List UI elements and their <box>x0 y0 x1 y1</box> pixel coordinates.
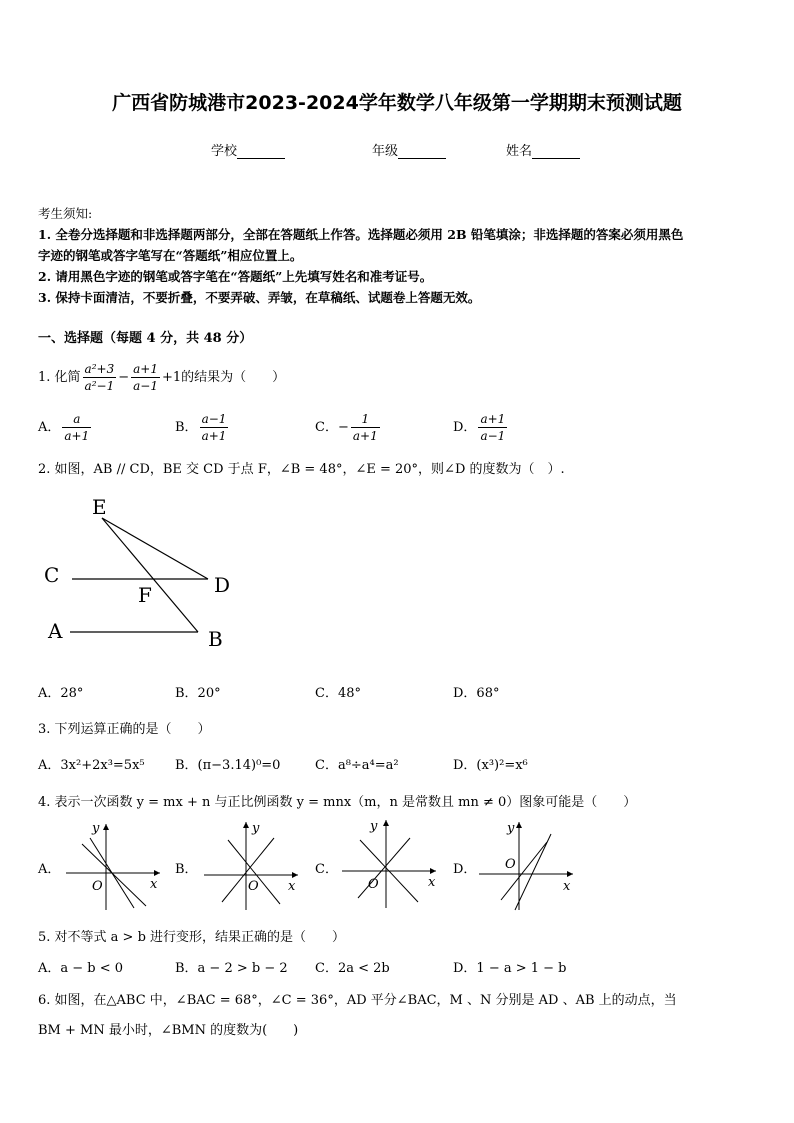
note-2: 2. 请用黑色字迹的钢笔或答字笔在“答题纸”上先填写姓名和准考证号。 <box>38 269 433 284</box>
svg-text:x: x <box>428 875 436 890</box>
label-B: B <box>208 627 223 651</box>
q2-option-a[interactable]: A．28° <box>38 686 84 701</box>
note-1b: 字迹的钢笔或答字笔写在“答题纸”相应位置上。 <box>38 248 303 263</box>
q1-option-c[interactable]: C．− $\frac{1}{a+1}$ <box>315 412 378 443</box>
grade-blank <box>398 146 446 159</box>
name-blank <box>532 146 580 159</box>
svg-text:O: O <box>92 879 103 894</box>
q3-option-d[interactable]: D．(x³)²=x⁶ <box>453 758 528 773</box>
q1-option-b[interactable]: B． $\frac{a-1}{a+1}$ <box>175 412 227 443</box>
q1-option-a[interactable]: A． $\frac{a}{a+1}$ <box>38 412 90 443</box>
q5-option-b[interactable]: B．a − 2 > b − 2 <box>175 961 288 976</box>
q1-option-d[interactable]: D． $\frac{a+1}{a-1}$ <box>453 412 506 443</box>
q2-option-c[interactable]: C．48° <box>315 686 361 701</box>
svg-text:O: O <box>368 877 379 892</box>
q4-option-a-label[interactable]: A． <box>38 862 61 877</box>
q2-figure <box>40 492 240 656</box>
q4-option-b-label[interactable]: B． <box>175 862 198 877</box>
q5-option-c[interactable]: C．2a < 2b <box>315 961 390 976</box>
note-3: 3. 保持卡面清洁，不要折叠，不要弄破、弄皱，在草稿纸、试题卷上答题无效。 <box>38 290 481 305</box>
q3-option-a[interactable]: A．3x²+2x³=5x⁵ <box>38 758 145 773</box>
svg-text:O: O <box>248 879 259 894</box>
name-label: 姓名 <box>506 144 533 159</box>
q1-suffix: +1的结果为（ ） <box>161 370 286 385</box>
svg-text:y: y <box>92 821 100 836</box>
svg-text:O: O <box>505 857 516 872</box>
question-3: 3. 下列运算正确的是（ ） <box>38 722 211 737</box>
label-A: A <box>48 619 63 643</box>
q2-option-d[interactable]: D．68° <box>453 686 500 701</box>
q1-fraction-1: $\frac{\text{a²+3}}{\text{a²−1}}$ <box>84 362 115 393</box>
school-label: 学校 <box>211 144 238 159</box>
svg-text:y: y <box>252 821 260 836</box>
question-1 <box>38 361 285 394</box>
question-4: 4. 表示一次函数 y = mx + n 与正比例函数 y = mnx（m，n 是常数且 mn ≠ 0）图象可能是（ ） <box>38 795 637 810</box>
svg-text:y: y <box>507 821 515 836</box>
label-D: D <box>214 573 231 597</box>
question-6-line-1: 6. 如图，在△ABC 中，∠BAC = 68°，∠C = 36°，AD 平分∠BAC，M 、N 分别是 AD 、AB 上的动点，当 <box>38 993 677 1008</box>
q4-graph-a[interactable] <box>62 818 166 914</box>
label-F: F <box>138 583 152 607</box>
label-E: E <box>92 495 107 519</box>
q3-option-b[interactable]: B．(π−3.14)⁰=0 <box>175 758 281 773</box>
q5-option-d[interactable]: D．1 − a > 1 − b <box>453 961 567 976</box>
q2-option-b[interactable]: B．20° <box>175 686 221 701</box>
q4-option-d-label[interactable]: D． <box>453 862 477 877</box>
note-1a: 1. 全卷分选择题和非选择题两部分，全部在答题纸上作答。选择题必须用 2B 铅笔填涂；非选择题的答案必须用黑色 <box>38 227 684 242</box>
question-6-line-2: BM + MN 最小时，∠BMN 的度数为( ) <box>38 1023 299 1038</box>
q1-minus: − <box>118 370 130 385</box>
page-title: 广西省防城港市2023-2024学年数学八年级第一学期期末预测试题 <box>112 92 682 114</box>
school-blank <box>237 146 285 159</box>
notes-heading: 考生须知: <box>38 206 93 221</box>
q4-graph-b[interactable] <box>200 818 304 914</box>
q1-fraction-2: $\frac{a+1}{a-1}$ <box>133 362 158 393</box>
q1-prefix: 1. 化简 <box>38 370 81 385</box>
question-2: 2. 如图，AB // CD，BE 交 CD 于点 F，∠B = 48°，∠E = 20°，则∠D 的度数为（ ）. <box>38 462 565 477</box>
label-C: C <box>44 563 60 587</box>
question-5: 5. 对不等式 a > b 进行变形，结果正确的是（ ） <box>38 930 346 945</box>
grade-field <box>372 140 446 159</box>
segment-ED <box>102 518 208 579</box>
q4-option-c-label[interactable]: C． <box>315 862 338 877</box>
name-field <box>506 140 580 159</box>
segment-EB <box>102 518 198 632</box>
svg-text:x: x <box>150 877 158 892</box>
section-heading: 一、选择题（每题 4 分，共 48 分） <box>38 331 253 346</box>
grade-label: 年级 <box>372 144 399 159</box>
q3-option-c[interactable]: C．a⁸÷a⁴=a² <box>315 758 399 773</box>
q5-option-a[interactable]: A．a − b < 0 <box>38 961 124 976</box>
svg-text:x: x <box>288 879 296 894</box>
school-field <box>211 140 285 159</box>
q4-graph-d[interactable] <box>475 818 579 914</box>
exam-notes <box>38 203 758 308</box>
svg-text:y: y <box>370 819 378 834</box>
svg-text:x: x <box>563 879 571 894</box>
q4-graph-c[interactable] <box>338 816 442 912</box>
